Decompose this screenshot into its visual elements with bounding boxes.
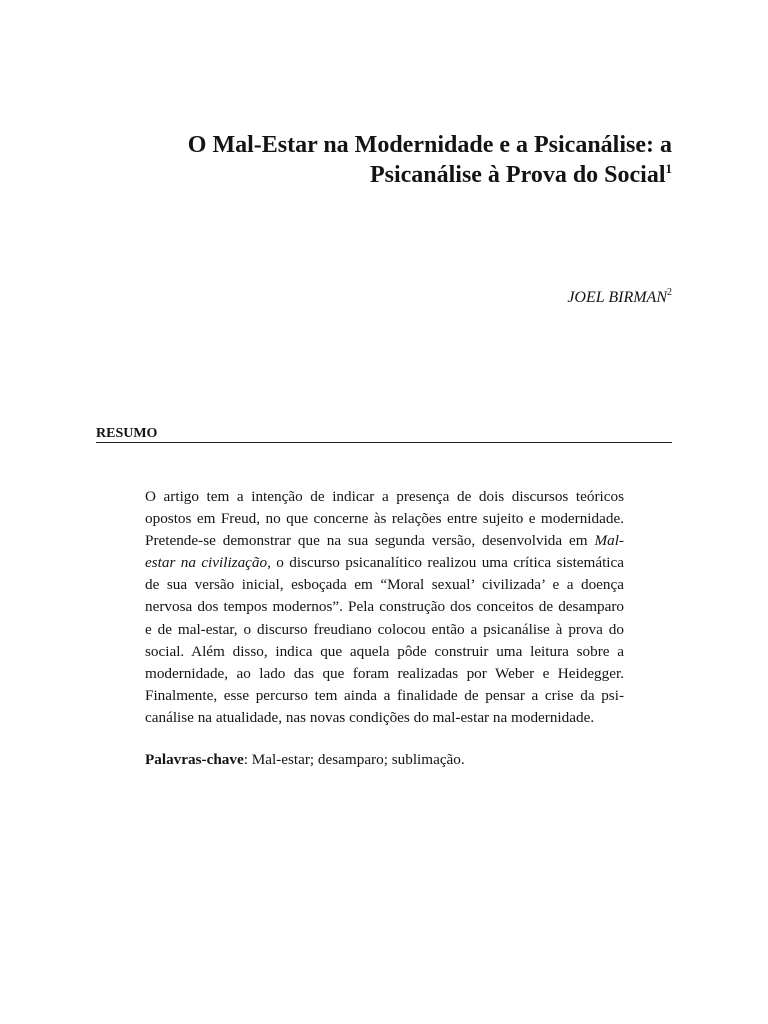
abstract-line [145,530,624,552]
cited-work-italic: estar na civilização, [145,554,271,572]
abstract-heading: RESUMO [96,426,158,441]
abstract-text: O artigo tem a intenção de indicar a presença de dois discursos teóricos [145,488,624,505]
abstract-text: social. Além disso, indica que aquela pôde construir uma leitura sobre a [145,642,624,660]
abstract-line [145,574,624,596]
paper-title [132,130,672,190]
abstract-line [145,552,624,574]
title-line-2 [132,160,672,190]
heading-divider [96,442,672,443]
abstract-text: canálise na atualidade, nas novas condições do mal-estar na modernidade. [145,708,595,726]
abstract-line [145,663,624,685]
abstract-text: Finalmente, esse percurso tem ainda a finalidade de pensar a crise da psi- [145,686,624,704]
abstract-text: o discurso psicanalítico realizou uma crítica sistemática [270,554,625,572]
author-name-text: JOEL BIRMAN [567,289,667,306]
title-text-1: O Mal-Estar na Modernidade e a Psicanálise: a [187,132,672,158]
title-line-1 [132,130,672,160]
abstract-body [145,486,624,729]
cited-work-italic: Mal- [594,532,624,550]
author-name [567,287,672,309]
abstract-line [145,508,624,530]
title-footnote-mark: 1 [665,161,672,176]
title-text-2: Psicanálise à Prova do Social [369,162,666,188]
keywords-label: Palavras-chave [145,751,244,768]
author-footnote-mark: 2 [667,287,672,298]
keywords-terms: : Mal-estar; desamparo; sublimação. [243,751,465,768]
keywords-line [145,749,465,771]
abstract-line [145,596,624,618]
abstract-text: e de mal-estar, o discurso freudiano colocou então a psicanálise à prova do [145,620,624,638]
abstract-text: nervosa dos tempos modernos”. Pela construção dos conceitos de desamparo [145,598,624,616]
abstract-line [145,685,624,707]
abstract-line [145,641,624,663]
abstract-text: de sua versão inicial, esboçada em “Moral sexual’ civilizada’ e a doença [145,576,624,594]
abstract-line [145,486,624,508]
abstract-text: Pretende-se demonstrar que na sua segunda versão, desenvolvida em [145,532,595,550]
abstract-text: opostos em Freud, no que concerne às relações entre sujeito e modernidade. [145,510,624,528]
abstract-line [145,707,624,729]
abstract-line [145,619,624,641]
abstract-text: modernidade, ao lado das que foram realizadas por Weber e Heidegger. [145,664,624,682]
